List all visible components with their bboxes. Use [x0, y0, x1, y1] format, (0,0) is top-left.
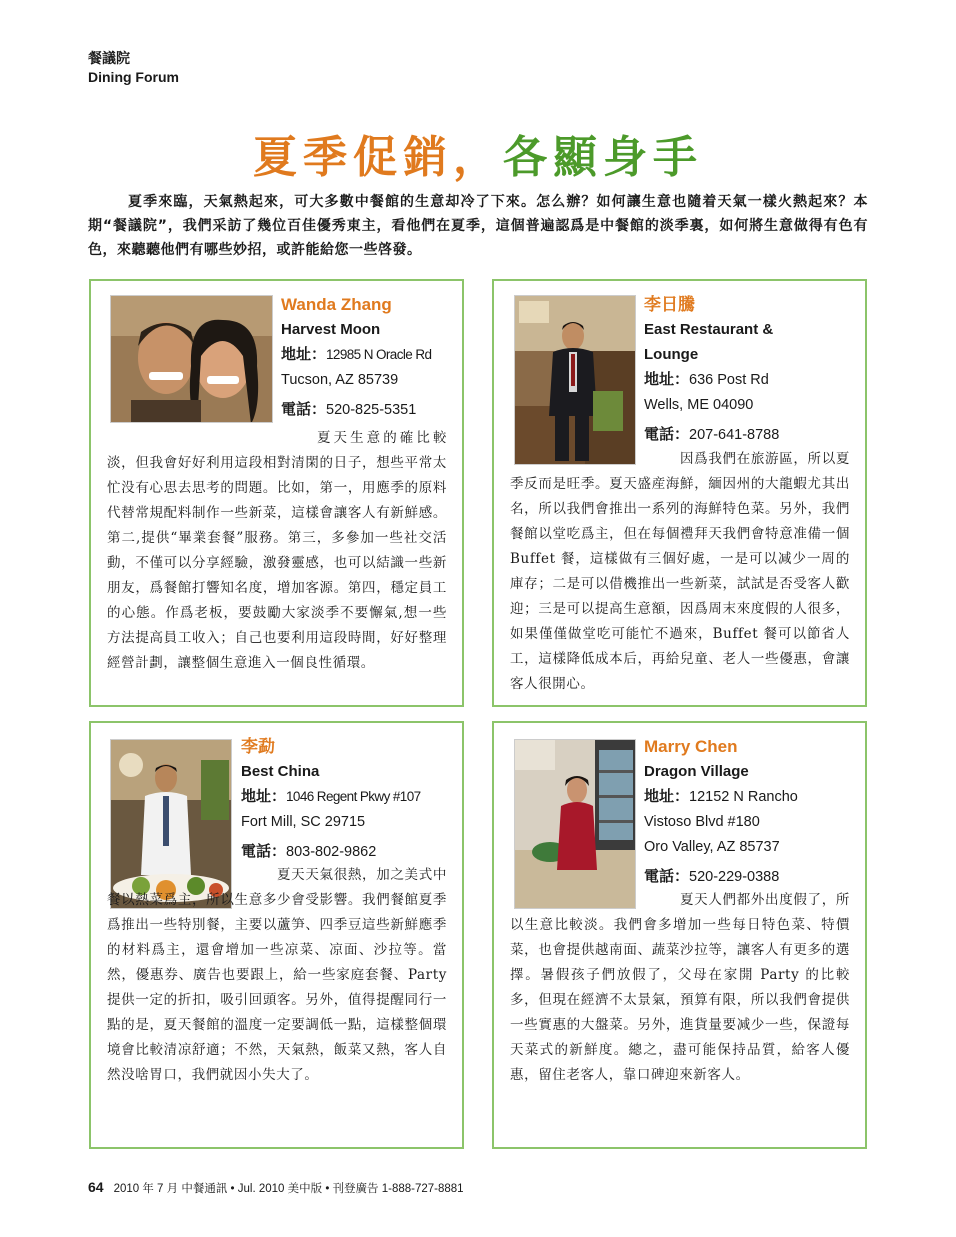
address-line — [281, 342, 461, 368]
address-line — [241, 784, 461, 810]
address-label: 地址： — [644, 787, 690, 805]
restaurant-name: Harvest Moon — [281, 321, 381, 338]
section-header — [88, 50, 179, 86]
info-li-riteng — [644, 293, 864, 448]
phone-label: 電話： — [281, 400, 327, 418]
portrait-image — [515, 296, 636, 465]
page-title — [0, 128, 956, 188]
card-wanda-zhang — [89, 279, 464, 707]
footer-text: 2010 年 7 月 中餐通訊 • Jul. 2010 美中版 • 刊登廣告 1-888-727-8881 — [113, 1183, 464, 1195]
restaurant-name: Best China — [241, 763, 320, 780]
phone-line — [644, 864, 864, 890]
photo-marry-chen — [514, 739, 636, 909]
address-street: 12985 N Oracle Rd — [326, 347, 432, 362]
card-li-riteng — [492, 279, 867, 707]
info-marry-chen — [644, 735, 864, 890]
address-city: Wells, ME 04090 — [644, 397, 754, 413]
phone-line — [644, 422, 864, 448]
portrait-image — [111, 296, 273, 423]
card-body-text: 因爲我們在旅游區，所以夏季反而是旺季。夏天盛産海鮮，緬因州的大龍蝦尤其出名，所以我們會推出一系列的海鮮特色菜。另外，我們餐館以堂吃爲主，但在每個禮拜天我們會特意准備一個 Buffet 餐，這樣做有三個好處，一是可以减少一周的庫存；二是可以借機推出一些新菜，試試是否受客人歡迎；三是可以提高生意額，因爲周末來度假的人很多，如果僅僅做堂吃可能忙不過來，Buffet 餐可以節省人工，這樣降低成本后，再給兒童、老人一些優惠，會讓客人很開心。 — [510, 451, 850, 692]
intro-paragraph: 夏季來臨，天氣熱起來，可大多數中餐館的生意却冷了下來。怎么辦？如何讓生意也隨着天氣一樣火熱起來？本期“餐議院”，我們采訪了幾位百佳優秀東主，看他們在夏季，這個普遍認爲是中餐館的淡季裏，如何將生意做得有色有色，來聽聽他們有哪些妙招，或許能給您一些啓發。 — [88, 194, 868, 258]
phone-line — [281, 397, 461, 423]
photo-wanda-zhang — [110, 295, 273, 423]
page-number: 64 — [88, 1179, 104, 1195]
card-body-text: 夏天天氣很熱，加之美式中餐以熱菜爲主，所以生意多少會受影響。我們餐館夏季爲推出一些特別餐，主要以蘆笋、四季豆這些新鮮應季的材料爲主，還會增加一些凉菜、凉面、沙拉等。當然，優惠券、廣告也要跟上，給一些家庭套餐、Party 提供一定的折扣，吸引回頭客。另外，值得提醒同行一點的是，夏天餐館的溫度一定要調低一點，這樣整個環境會比較清凉舒適；不然，天氣熱，飯菜又熱，客人自然没啥胃口，我們就因小失大了。 — [107, 867, 447, 1083]
address-label: 地址： — [241, 787, 287, 805]
phone-label: 電話： — [241, 842, 287, 860]
info-li-meng — [241, 735, 461, 865]
info-wanda-zhang — [281, 293, 461, 423]
phone-label: 電話： — [644, 425, 690, 443]
photo-li-riteng — [514, 295, 636, 465]
address-label: 地址： — [644, 370, 690, 388]
owner-name: Wanda Zhang — [281, 295, 392, 314]
card-li-meng — [89, 721, 464, 1149]
portrait-image — [515, 740, 636, 909]
address-city: Fort Mill, SC 29715 — [241, 814, 366, 830]
address-city: Tucson, AZ 85739 — [281, 372, 399, 388]
restaurant-name: East Restaurant & Lounge — [644, 321, 774, 363]
address-label: 地址： — [281, 345, 327, 363]
page-footer — [88, 1179, 464, 1196]
section-title-zh: 餐議院 — [88, 51, 130, 67]
address-street: 636 Post Rd — [689, 372, 769, 388]
owner-name: 李勐 — [241, 737, 275, 756]
card-body-text: 夏天生意的確比較淡，但我會好好利用這段相對清閑的日子，想些平常太忙没有心思去思考的問題。比如，第一，用應季的原料代替常規配料制作一些新菜，這樣會讓客人有新鮮感。第二,提供“畢業套餐”服務。第三，多參加一些社交活動，不僅可以分享經驗，激發靈感，也可以結識一些新朋友，爲餐館打響知名度，增加客源。第四，穩定員工的心態。作爲老板，要鼓勵大家淡季不要懈氣,想一些方法提高員工收入；自己也要利用這段時間，好好整理經營計劃，讓整個生意進入一個良性循環。 — [107, 430, 447, 671]
restaurant-name: Dragon Village — [644, 763, 749, 780]
phone-number: 207-641-8788 — [689, 427, 780, 443]
card-body-text: 夏天人們都外出度假了，所以生意比較淡。我們會多增加一些每日特色菜、特價菜，也會提供越南面、蔬菜沙拉等，讓客人有更多的選擇。暑假孩子們放假了，父母在家開 Party 的比較多，但現在經濟不太景氣，預算有限，所以我們會提供一些實惠的大盤菜。另外，進貨量要减少一些，保證每天菜式的新鮮度。總之，盡可能保持品質，給客人優惠，留住老客人，靠口碑迎來新客人。 — [510, 892, 850, 1083]
section-title-en: Dining Forum — [88, 69, 179, 85]
address-city: Oro Valley, AZ 85737 — [644, 839, 780, 855]
title-part-2: 各顯身手 — [503, 132, 703, 183]
phone-number: 520-825-5351 — [326, 402, 417, 418]
phone-line — [241, 839, 461, 865]
address-line — [644, 367, 864, 393]
card-marry-chen — [492, 721, 867, 1149]
phone-label: 電話： — [644, 867, 690, 885]
address-street-2: Vistoso Blvd #180 — [644, 814, 760, 830]
title-part-1: 夏季促銷， — [253, 132, 503, 183]
address-street: 12152 N Rancho — [689, 789, 798, 805]
owner-name: Marry Chen — [644, 737, 738, 756]
owner-name: 李日騰 — [644, 295, 695, 314]
phone-number: 520-229-0388 — [689, 869, 780, 885]
address-line — [644, 784, 864, 810]
phone-number: 803-802-9862 — [286, 844, 377, 860]
address-street: 1046 Regent Pkwy #107 — [286, 789, 421, 804]
